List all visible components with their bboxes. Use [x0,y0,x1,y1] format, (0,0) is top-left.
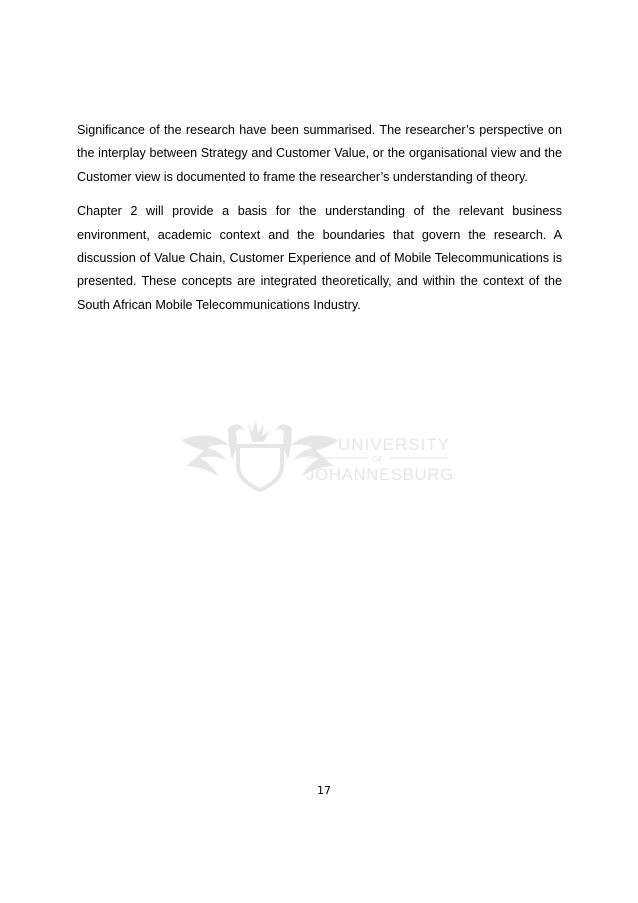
watermark-line2: OF [372,455,384,464]
paragraph-summary: Significance of the research have been summarised. The researcher’s perspective on the interplay between Strategy and Customer Value, or the organisational view and the Customer view is documented to frame the researcher’s understanding of theory. [77,123,562,184]
university-watermark [178,420,468,492]
paragraph-chapter-2: Chapter 2 will provide a basis for the understanding of the relevant business environment, academic context and the boundaries that govern the research. A discussion of Value Chain, Customer Experience and of Mobile Telecommunications is presented. These concepts are integrated theoretically, and within the context of the South African Mobile Telecommunications Industry. [77,204,562,312]
university-logo-icon [178,420,468,492]
watermark-line3: JOHANNESBURG [306,465,454,484]
body-text [77,119,562,328]
watermark-line1: UNIVERSITY [338,435,451,454]
page-number: 17 [317,784,331,797]
